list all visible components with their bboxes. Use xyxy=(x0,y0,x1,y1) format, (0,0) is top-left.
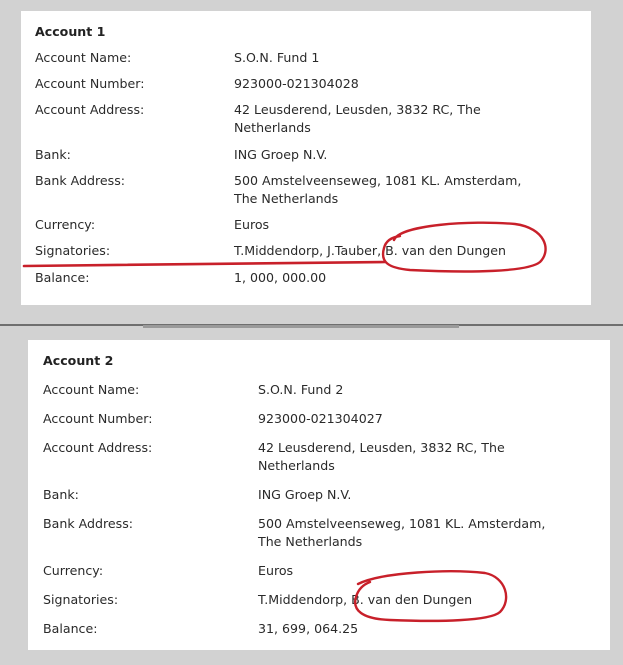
account-2-currency-value: Euros xyxy=(258,563,294,578)
account-1-bank-address-value-line2: The Netherlands xyxy=(234,191,339,206)
account-2-number-value: 923000-021304027 xyxy=(258,411,383,426)
account-2-address-value-line2: Netherlands xyxy=(258,458,335,473)
account-1-currency-label: Currency: xyxy=(35,217,96,232)
account-1-bank-address-label: Bank Address: xyxy=(35,173,126,188)
account-2-number-label: Account Number: xyxy=(43,411,153,426)
account-1-address-value-line2: Netherlands xyxy=(234,120,311,135)
account-1-balance-label: Balance: xyxy=(35,270,90,285)
account-2-signatories-value: T.Middendorp, B. van den Dungen xyxy=(258,592,473,607)
account-1-signatories-label: Signatories: xyxy=(35,243,111,258)
account-2-balance-value: 31, 699, 064.25 xyxy=(258,621,359,636)
account-1-bank-value: ING Groep N.V. xyxy=(234,147,328,162)
account-2-title: Account 2 xyxy=(43,353,114,368)
document-page-account-2 xyxy=(28,340,610,650)
account-1-balance-value: 1, 000, 000.00 xyxy=(234,270,327,285)
account-2-bank-address-value-line1: 500 Amstelveenseweg, 1081 KL. Amsterdam, xyxy=(258,516,546,531)
account-1-number-value: 923000-021304028 xyxy=(234,76,359,91)
account-1-name-value: S.O.N. Fund 1 xyxy=(234,50,320,65)
account-1-currency-value: Euros xyxy=(234,217,270,232)
account-1-signatories-value: T.Middendorp, J.Tauber, B. van den Dungen xyxy=(234,243,507,258)
account-2-currency-label: Currency: xyxy=(43,563,104,578)
account-1-bank-address-value-line1: 500 Amstelveenseweg, 1081 KL. Amsterdam, xyxy=(234,173,522,188)
page-scroll-indicator xyxy=(143,325,459,328)
account-2-bank-label: Bank: xyxy=(43,487,79,502)
account-2-name-label: Account Name: xyxy=(43,382,140,397)
account-1-number-label: Account Number: xyxy=(35,76,145,91)
account-2-bank-address-value-line2: The Netherlands xyxy=(258,534,363,549)
account-2-address-label: Account Address: xyxy=(43,440,153,455)
account-1-title: Account 1 xyxy=(35,24,106,39)
account-1-address-label: Account Address: xyxy=(35,102,145,117)
account-2-bank-address-label: Bank Address: xyxy=(43,516,134,531)
account-1-bank-label: Bank: xyxy=(35,147,71,162)
document-page-account-1 xyxy=(21,11,591,305)
account-1-address-value-line1: 42 Leusderend, Leusden, 3832 RC, The xyxy=(234,102,481,117)
account-2-name-value: S.O.N. Fund 2 xyxy=(258,382,344,397)
account-2-balance-label: Balance: xyxy=(43,621,98,636)
account-1-name-label: Account Name: xyxy=(35,50,132,65)
account-2-bank-value: ING Groep N.V. xyxy=(258,487,352,502)
account-2-address-value-line1: 42 Leusderend, Leusden, 3832 RC, The xyxy=(258,440,505,455)
account-2-signatories-label: Signatories: xyxy=(43,592,119,607)
